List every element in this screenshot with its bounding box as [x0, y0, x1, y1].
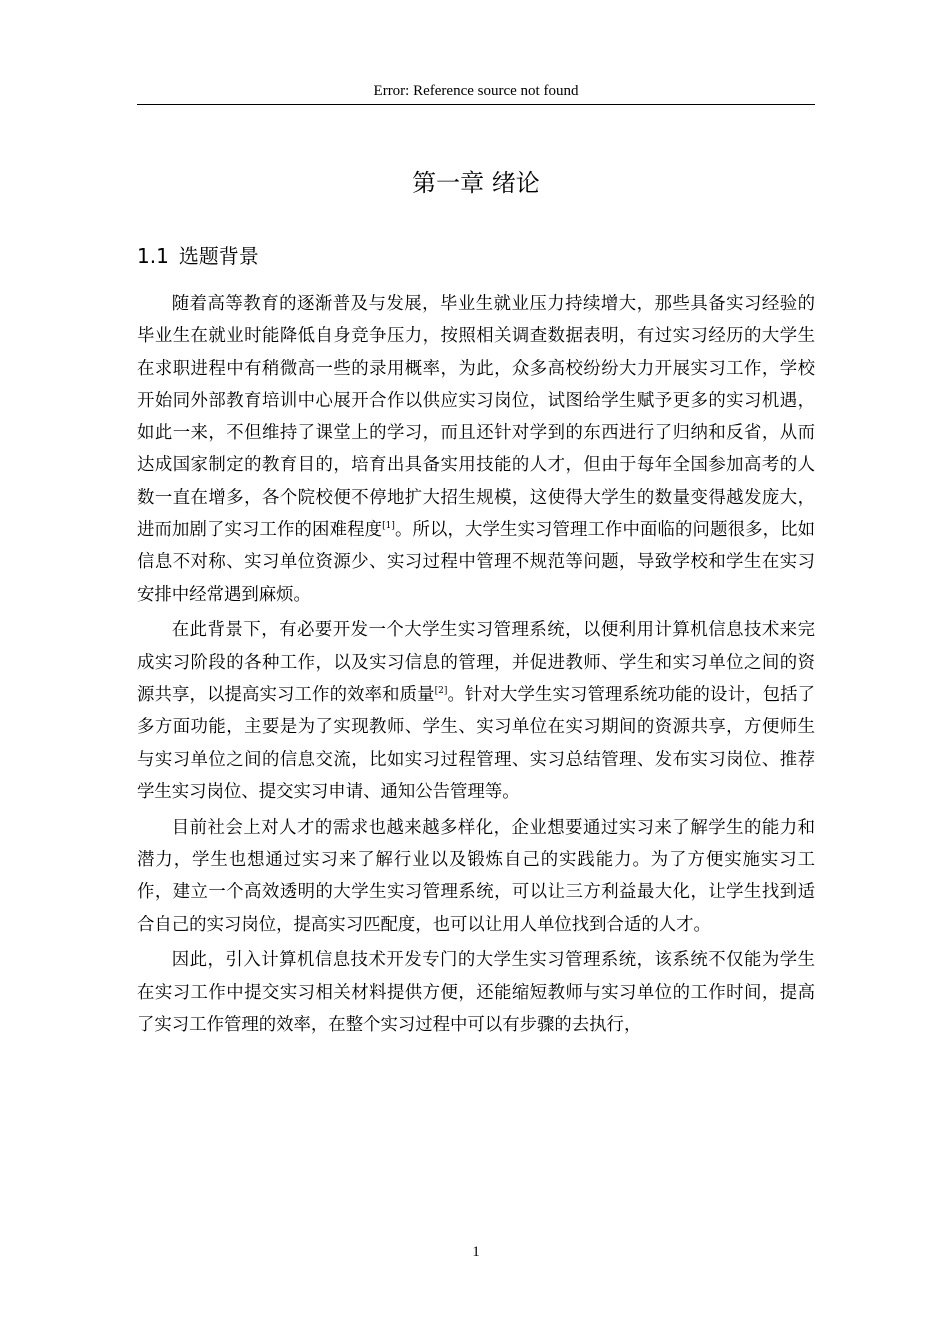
paragraph-text: 在此背景下，有必要开发一个大学生实习管理系统，以便利用计算机信息技术来完成实习阶段的各种工作，以及实习信息的管理，并促进教师、学生和实习单位之间的资源共享，以提高实习工作的效率和质量: [137, 620, 815, 706]
section-heading: [137, 241, 815, 271]
section-number: 1.1: [137, 244, 169, 268]
paragraph-1: [137, 288, 815, 611]
section-title-text: 选题背景: [178, 244, 259, 268]
page-number: 1: [472, 1244, 480, 1260]
header-divider: [137, 104, 815, 105]
paragraph-text: 随着高等教育的逐渐普及与发展，毕业生就业压力持续增大，那些具备实习经验的毕业生在就业时能降低自身竞争压力，按照相关调查数据表明，有过实习经历的大学生在求职进程中有稍微高一些的录用概率，为此，众多高校纷纷大力开展实习工作，学校开始同外部教育培训中心展开合作以供应实习岗位，试图给学生赋予更多的实习机遇，如此一来，不但维持了课堂上的学习，而且还针对学到的东西进行了归纳和反省，从而达成国家制定的教育目的，培育出具备实用技能的人才，但由于每年全国参加高考的人数一直在增多，各个院校便不停地扩大招生规模，这使得大学生的数量变得越发庞大，进而加剧了实习工作的困难程度: [137, 294, 815, 541]
page-header: Error: Reference source not found: [373, 83, 579, 99]
paragraph-2: [137, 614, 815, 808]
paragraph-text: 。所以，大学生实习管理工作中面临的问题很多，比如信息不对称、实习单位资源少、实习过程中管理不规范等问题，导致学校和学生在实习安排中经常遇到麻烦。: [137, 520, 815, 605]
citation-ref: [1]: [382, 521, 395, 532]
body-text: [137, 288, 815, 1045]
paragraph-text: 。针对大学生实习管理系统功能的设计，包括了多方面功能，主要是为了实现教师、学生、实习单位在实习期间的资源共享，方便师生与实习单位之间的信息交流，比如实习过程管理、实习总结管理、发布实习岗位、推荐学生实习岗位、提交实习申请、通知公告管理等。: [137, 685, 815, 802]
citation-ref: [2]: [434, 686, 448, 697]
chapter-title: 第一章 绪论: [412, 169, 540, 197]
paragraph-4: 因此，引入计算机信息技术开发专门的大学生实习管理系统，该系统不仅能为学生在实习工作中提交实习相关材料提供方便，还能缩短教师与实习单位的工作时间，提高了实习工作管理的效率，在整个实习过程中可以有步骤的去执行，: [137, 950, 815, 1036]
paragraph-3: 目前社会上对人才的需求也越来越多样化，企业想要通过实习来了解学生的能力和潜力，学生也想通过实习来了解行业以及锻炼自己的实践能力。为了方便实施实习工作，建立一个高效透明的大学生实习管理系统，可以让三方利益最大化，让学生找到适合自己的实习岗位，提高实习匹配度，也可以让用人单位找到合适的人才。: [137, 817, 815, 935]
